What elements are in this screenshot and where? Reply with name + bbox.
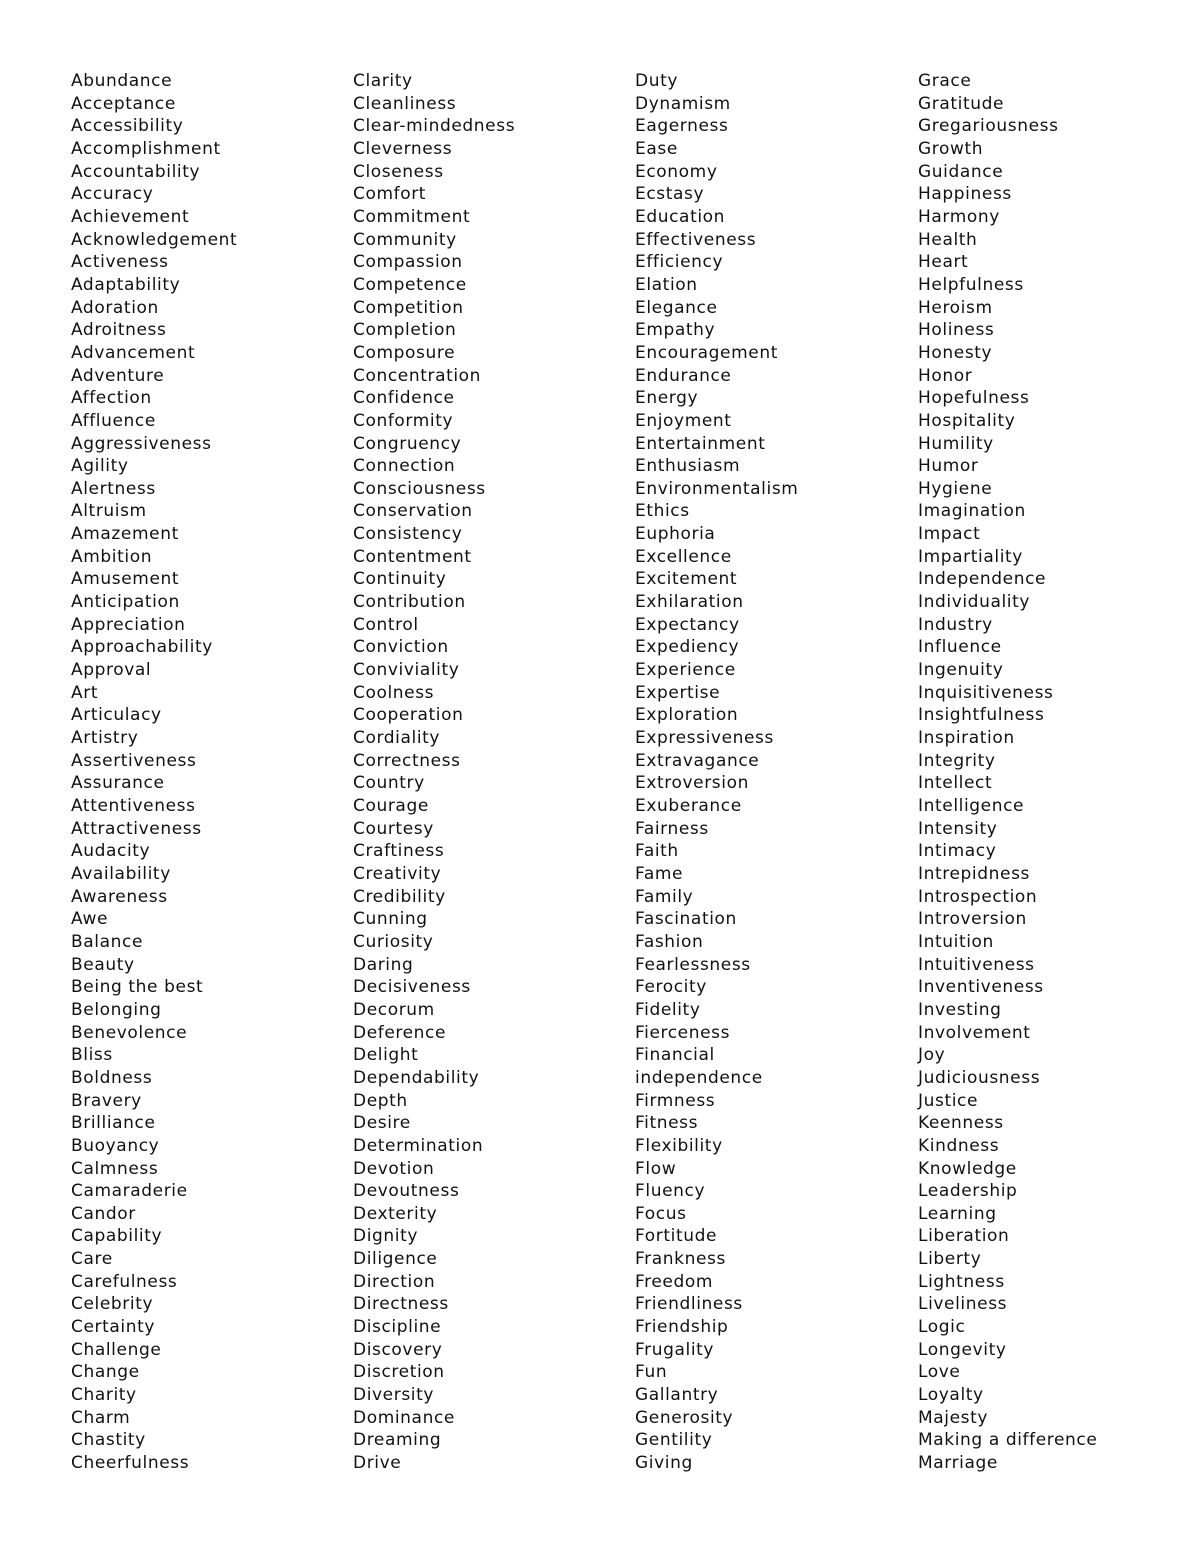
word-item: Dynamism	[635, 93, 731, 114]
word-item: Hygiene	[918, 478, 993, 499]
word-item: Balance	[71, 931, 144, 952]
word-item: Diversity	[353, 1385, 435, 1406]
word-item: Discipline	[353, 1317, 442, 1338]
word-item: Determination	[353, 1135, 484, 1156]
word-item: Ferocity	[635, 977, 707, 998]
word-item: Cooperation	[353, 705, 464, 726]
word-item: Enjoyment	[635, 410, 732, 431]
word-item: Being the best	[71, 977, 204, 998]
word-item: Accessibility	[71, 116, 184, 137]
word-item: Empathy	[635, 320, 716, 341]
word-item: Financial	[635, 1045, 715, 1066]
word-item: Gallantry	[635, 1385, 719, 1406]
word-item: Curiosity	[353, 931, 434, 952]
word-item: Ease	[635, 138, 678, 159]
word-item: Accountability	[71, 161, 201, 182]
word-item: Efficiency	[635, 252, 724, 273]
word-item: Influence	[918, 637, 1002, 658]
word-item: Economy	[635, 161, 718, 182]
word-item: Gentility	[635, 1430, 713, 1451]
word-item: Intuitiveness	[918, 954, 1035, 975]
word-item: Devotion	[353, 1158, 435, 1179]
word-item: Longevity	[918, 1339, 1007, 1360]
word-item: Fierceness	[635, 1022, 731, 1043]
word-item: Deference	[353, 1022, 447, 1043]
word-item: Humility	[918, 433, 994, 454]
word-item: Flow	[635, 1158, 677, 1179]
word-item: Justice	[918, 1090, 979, 1111]
word-item: Depth	[353, 1090, 408, 1111]
word-item: Brilliance	[71, 1113, 156, 1134]
word-item: Logic	[918, 1317, 966, 1338]
word-item: Fitness	[635, 1113, 699, 1134]
word-item: Chastity	[71, 1430, 146, 1451]
word-item: Accomplishment	[71, 138, 221, 159]
word-item: Competence	[353, 274, 467, 295]
word-item: Dignity	[353, 1226, 419, 1247]
word-item: Health	[918, 229, 978, 250]
word-item: independence	[635, 1067, 763, 1088]
word-item: Affluence	[71, 410, 156, 431]
word-item: Inquisitiveness	[918, 682, 1054, 703]
word-item: Investing	[918, 999, 1002, 1020]
word-item: Kindness	[918, 1135, 1000, 1156]
word-item: Intrepidness	[918, 863, 1030, 884]
word-item: Adventure	[71, 365, 165, 386]
word-item: Extroversion	[635, 773, 749, 794]
word-item: Focus	[635, 1203, 687, 1224]
word-item: Generosity	[635, 1407, 734, 1428]
word-item: Discretion	[353, 1362, 445, 1383]
word-item: Accuracy	[71, 184, 154, 205]
word-item: Community	[353, 229, 457, 250]
word-item: Keenness	[918, 1113, 1004, 1134]
word-item: Clarity	[353, 71, 413, 91]
word-item: Fidelity	[635, 999, 701, 1020]
word-item: Alertness	[71, 478, 156, 499]
word-item: Conservation	[353, 501, 473, 522]
word-item: Desire	[353, 1113, 411, 1134]
word-item: Love	[918, 1362, 961, 1383]
word-item: Expertise	[635, 682, 721, 703]
word-item: Giving	[635, 1453, 693, 1474]
word-item: Enthusiasm	[635, 456, 741, 477]
word-item: Honesty	[918, 342, 993, 363]
word-item: Heroism	[918, 297, 993, 318]
word-item: Devoutness	[353, 1181, 460, 1202]
word-item: Ingenuity	[918, 660, 1004, 681]
word-item: Buoyancy	[71, 1135, 160, 1156]
word-item: Consciousness	[353, 478, 486, 499]
word-item: Attentiveness	[71, 796, 196, 816]
word-item: Acceptance	[71, 93, 176, 114]
word-item: Assertiveness	[71, 750, 197, 771]
word-item: Impact	[918, 524, 981, 545]
word-item: Carefulness	[71, 1271, 178, 1292]
word-item: Involvement	[918, 1022, 1031, 1043]
word-item: Humor	[918, 456, 979, 477]
word-column-3	[635, 70, 905, 1475]
word-item: Ambition	[71, 546, 153, 567]
word-item: Amusement	[71, 569, 180, 590]
word-item: Conformity	[353, 410, 454, 431]
word-item: Artistry	[71, 728, 139, 749]
word-item: Art	[71, 682, 99, 703]
word-column-2	[353, 70, 623, 1475]
word-item: Discovery	[353, 1339, 443, 1360]
word-item: Celebrity	[71, 1294, 154, 1315]
word-item: Effectiveness	[635, 229, 757, 250]
word-item: Integrity	[918, 750, 996, 771]
word-item: Amazement	[71, 524, 179, 545]
word-item: Compassion	[353, 252, 463, 273]
word-item: Growth	[918, 138, 984, 159]
word-item: Fortitude	[635, 1226, 718, 1247]
word-item: Altruism	[71, 501, 147, 522]
word-item: Leadership	[918, 1181, 1018, 1202]
word-item: Happiness	[918, 184, 1012, 205]
word-item: Fashion	[635, 931, 704, 952]
word-item: Honor	[918, 365, 973, 386]
word-item: Decisiveness	[353, 977, 471, 998]
word-item: Conviction	[353, 637, 449, 658]
word-item: Inventiveness	[918, 977, 1044, 998]
word-item: Extravagance	[635, 750, 760, 771]
word-item: Faith	[635, 841, 679, 862]
word-item: Cleanliness	[353, 93, 457, 114]
word-item: Craftiness	[353, 841, 445, 862]
word-item: Fame	[635, 863, 684, 884]
word-item: Marriage	[918, 1453, 998, 1474]
word-item: Endurance	[635, 365, 732, 386]
word-item: Freedom	[635, 1271, 714, 1292]
word-item: Liberation	[918, 1226, 1010, 1247]
word-item: Connection	[353, 456, 456, 477]
word-column-1	[71, 70, 341, 1475]
word-item: Encouragement	[635, 342, 778, 363]
word-item: Imagination	[918, 501, 1026, 522]
word-item: Environmentalism	[635, 478, 799, 499]
word-item: Adroitness	[71, 320, 167, 341]
word-item: Hopefulness	[918, 388, 1030, 409]
word-item: Assurance	[71, 773, 165, 794]
word-item: Bravery	[71, 1090, 142, 1111]
word-item: Country	[353, 773, 425, 794]
word-item: Liberty	[918, 1249, 982, 1270]
word-item: Contribution	[353, 592, 466, 613]
word-item: Introspection	[918, 886, 1038, 907]
word-item: Courtesy	[353, 818, 434, 839]
word-item: Creativity	[353, 863, 442, 884]
word-item: Appreciation	[71, 614, 186, 635]
word-item: Bliss	[71, 1045, 113, 1066]
word-item: Competition	[353, 297, 464, 318]
word-item: Camaraderie	[71, 1181, 188, 1202]
word-item: Adoration	[71, 297, 159, 318]
word-item: Certainty	[71, 1317, 156, 1338]
word-item: Impartiality	[918, 546, 1023, 567]
word-item: Approval	[71, 660, 152, 681]
word-item: Clear-mindedness	[353, 116, 516, 137]
word-item: Expectancy	[635, 614, 740, 635]
word-item: Commitment	[353, 206, 471, 227]
word-item: Intimacy	[918, 841, 997, 862]
word-item: Cleverness	[353, 138, 453, 159]
word-item: Diligence	[353, 1249, 438, 1270]
word-item: Expediency	[635, 637, 740, 658]
word-item: Ethics	[635, 501, 690, 522]
word-item: Friendship	[635, 1317, 729, 1338]
word-item: Continuity	[353, 569, 447, 590]
word-item: Care	[71, 1249, 113, 1270]
word-item: Dexterity	[353, 1203, 438, 1224]
word-item: Completion	[353, 320, 457, 341]
word-item: Knowledge	[918, 1158, 1017, 1179]
word-item: Lightness	[918, 1271, 1005, 1292]
word-item: Awareness	[71, 886, 168, 907]
word-item: Correctness	[353, 750, 461, 771]
word-item: Industry	[918, 614, 993, 635]
word-item: Candor	[71, 1203, 136, 1224]
word-item: Guidance	[918, 161, 1004, 182]
word-item: Experience	[635, 660, 736, 681]
word-item: Judiciousness	[918, 1067, 1041, 1088]
word-item: Drive	[353, 1453, 402, 1474]
word-column-4	[918, 70, 1188, 1475]
word-item: Contentment	[353, 546, 472, 567]
word-item: Fairness	[635, 818, 709, 839]
word-item: Fluency	[635, 1181, 706, 1202]
word-item: Holiness	[918, 320, 995, 341]
word-item: Concentration	[353, 365, 482, 386]
word-item: Duty	[635, 71, 678, 91]
word-item: Liveliness	[918, 1294, 1008, 1315]
word-item: Decorum	[353, 999, 435, 1020]
word-item: Exhilaration	[635, 592, 744, 613]
word-item: Anticipation	[71, 592, 180, 613]
word-item: Attractiveness	[71, 818, 202, 839]
word-item: Capability	[71, 1226, 163, 1247]
word-item: Credibility	[353, 886, 446, 907]
word-item: Composure	[353, 342, 456, 363]
word-item: Coolness	[353, 682, 435, 703]
word-item: Benevolence	[71, 1022, 188, 1043]
word-item: Challenge	[71, 1339, 162, 1360]
word-item: Insightfulness	[918, 705, 1045, 726]
word-item: Courage	[353, 796, 429, 816]
word-item: Congruency	[353, 433, 462, 454]
word-item: Education	[635, 206, 726, 227]
word-item: Acknowledgement	[71, 229, 238, 250]
word-item: Majesty	[918, 1407, 989, 1428]
word-item: Intellect	[918, 773, 993, 794]
word-item: Awe	[71, 909, 109, 930]
word-item: Aggressiveness	[71, 433, 212, 454]
word-item: Eagerness	[635, 116, 729, 137]
word-item: Intelligence	[918, 796, 1025, 816]
word-item: Fearlessness	[635, 954, 751, 975]
word-item: Charity	[71, 1385, 137, 1406]
word-item: Grace	[918, 71, 972, 91]
word-item: Audacity	[71, 841, 151, 862]
word-item: Firmness	[635, 1090, 716, 1111]
word-item: Elation	[635, 274, 698, 295]
word-item: Harmony	[918, 206, 1000, 227]
word-item: Expressiveness	[635, 728, 774, 749]
word-item: Helpfulness	[918, 274, 1024, 295]
word-item: Euphoria	[635, 524, 716, 545]
word-item: Intensity	[918, 818, 998, 839]
word-item: Affection	[71, 388, 152, 409]
word-item: Directness	[353, 1294, 449, 1315]
word-item: Conviviality	[353, 660, 460, 681]
word-item: Change	[71, 1362, 140, 1383]
word-item: Introversion	[918, 909, 1027, 930]
word-item: Loyalty	[918, 1385, 984, 1406]
word-item: Boldness	[71, 1067, 153, 1088]
word-item: Making a difference	[918, 1430, 1098, 1451]
word-item: Intuition	[918, 931, 994, 952]
word-item: Energy	[635, 388, 699, 409]
word-item: Independence	[918, 569, 1047, 590]
word-item: Closeness	[353, 161, 444, 182]
word-item: Family	[635, 886, 694, 907]
word-item: Fascination	[635, 909, 737, 930]
word-item: Entertainment	[635, 433, 766, 454]
word-item: Friendliness	[635, 1294, 743, 1315]
word-item: Dominance	[353, 1407, 455, 1428]
word-item: Exploration	[635, 705, 739, 726]
word-item: Inspiration	[918, 728, 1015, 749]
word-item: Heart	[918, 252, 969, 273]
word-item: Dreaming	[353, 1430, 442, 1451]
word-item: Beauty	[71, 954, 135, 975]
word-item: Belonging	[71, 999, 162, 1020]
word-item: Consistency	[353, 524, 463, 545]
word-item: Daring	[353, 954, 414, 975]
word-item: Availability	[71, 863, 171, 884]
word-item: Direction	[353, 1271, 436, 1292]
word-item: Gregariousness	[918, 116, 1059, 137]
word-item: Abundance	[71, 71, 173, 91]
word-item: Hospitality	[918, 410, 1016, 431]
word-item: Cheerfulness	[71, 1453, 190, 1474]
word-item: Calmness	[71, 1158, 159, 1179]
word-item: Control	[353, 614, 419, 635]
word-item: Achievement	[71, 206, 190, 227]
word-item: Comfort	[353, 184, 427, 205]
word-item: Excellence	[635, 546, 732, 567]
word-item: Frugality	[635, 1339, 715, 1360]
word-item: Excitement	[635, 569, 738, 590]
word-item: Frankness	[635, 1249, 726, 1270]
word-item: Dependability	[353, 1067, 480, 1088]
word-item: Delight	[353, 1045, 419, 1066]
word-item: Ecstasy	[635, 184, 705, 205]
word-item: Flexibility	[635, 1135, 723, 1156]
word-item: Cordiality	[353, 728, 441, 749]
word-item: Exuberance	[635, 796, 742, 816]
word-item: Joy	[918, 1045, 946, 1066]
word-item: Learning	[918, 1203, 997, 1224]
word-item: Gratitude	[918, 93, 1005, 114]
word-item: Activeness	[71, 252, 169, 273]
word-item: Agility	[71, 456, 129, 477]
word-item: Advancement	[71, 342, 196, 363]
word-item: Individuality	[918, 592, 1031, 613]
word-item: Cunning	[353, 909, 428, 930]
word-item: Articulacy	[71, 705, 162, 726]
word-item: Adaptability	[71, 274, 181, 295]
word-item: Fun	[635, 1362, 668, 1383]
word-item: Elegance	[635, 297, 718, 318]
word-item: Approachability	[71, 637, 213, 658]
word-item: Confidence	[353, 388, 455, 409]
word-item: Charm	[71, 1407, 131, 1428]
